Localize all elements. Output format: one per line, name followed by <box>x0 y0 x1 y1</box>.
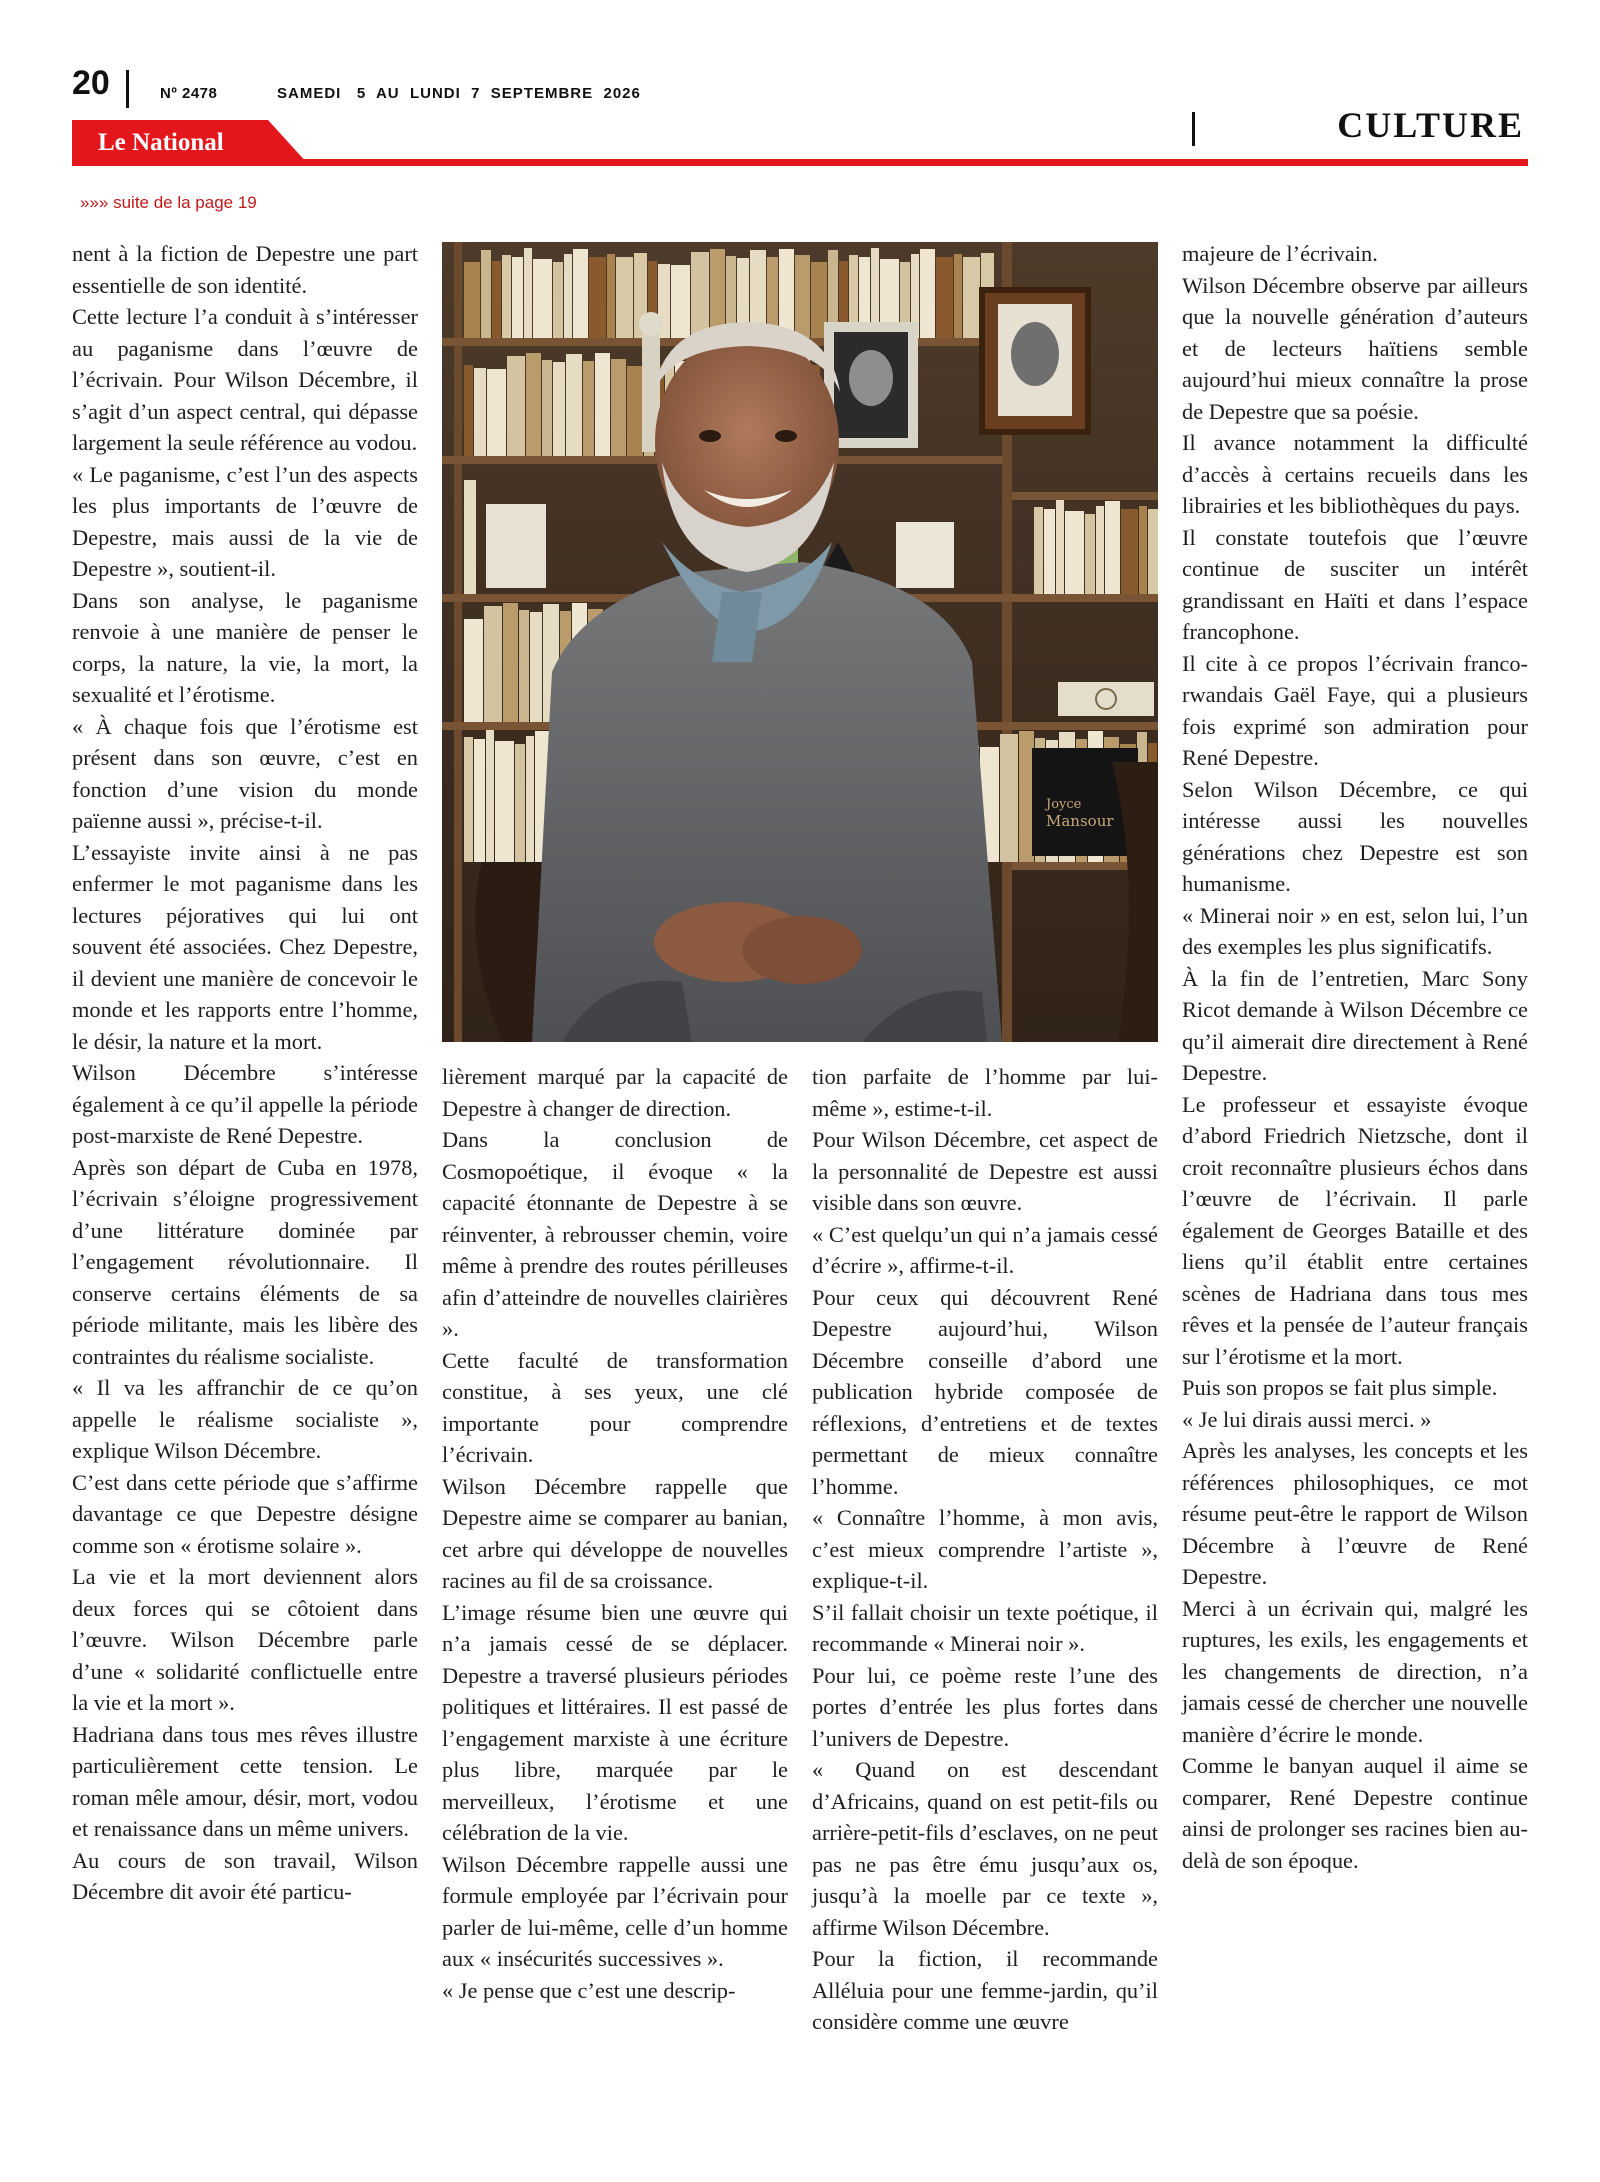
article-paragraph: Wilson Décembre observe par ailleurs que la nouvelle génération d’auteurs et de lecteurs haïtiens semble aujourd’hui mieux connaître la prose de Depestre que sa poésie. <box>1182 272 1528 424</box>
book-spine <box>1019 731 1034 862</box>
article-paragraph: L’essayiste invite ainsi à ne pas enfermer le mot paganisme dans les lectures péjoratives qui lui ont souvent été associées. Chez Depestre, il devient une manière de concevoir le monde et les rapports entre l’homme, le désir, la nature et la mort. <box>72 839 418 1054</box>
article-paragraph: Il cite à ce propos l’écrivain franco-rwandais Gaël Faye, qui a plusieurs fois exprimé son admiration pour René Depestre. <box>1182 650 1528 770</box>
book-spine <box>936 257 953 338</box>
article-paragraph: Pour la fiction, il recommande Alléluia pour une femme-jardin, qu’il considère comme une œuvre <box>812 1946 1158 2034</box>
header-rule <box>72 159 1528 166</box>
article-paragraph: « Le paganisme, c’est l’un des aspects les plus importants de l’œuvre de Depestre, mais aussi de la vie de Depestre », soutient-il. <box>72 461 418 581</box>
article-paragraph: Pour Wilson Décembre, cet aspect de la personnalité de Depestre est aussi visible dans son œuvre. <box>812 1127 1158 1215</box>
article-paragraph: Pour ceux qui découvrent René Depestre aujourd’hui, Wilson Décembre conseille d’abord une publication hybride composée de réflexions, d’entretiens et de textes permettant de mieux connaître l’homme. <box>812 1284 1158 1499</box>
book-spine <box>1148 509 1158 594</box>
article-column-3 <box>812 1061 1158 2038</box>
book-spine <box>519 610 529 722</box>
section-divider <box>1192 112 1195 146</box>
article-paragraph: Merci à un écrivain qui, malgré les ruptures, les exils, les engagements et les changements de direction, n’a jamais cessé de chercher une nouvelle manière d’écrire le monde. <box>1182 1595 1528 1747</box>
book-spine <box>595 353 610 456</box>
brand-band <box>72 120 308 164</box>
book-spine <box>495 741 514 862</box>
book-spine <box>1139 506 1147 594</box>
book-spine <box>507 356 525 456</box>
book-spine <box>566 354 582 456</box>
article-paragraph: Le professeur et essayiste évoque d’abord Friedrich Nietzsche, dont il croit reconnaître plusieurs échos dans l’œuvre de l’écrivain. Il parle également de Georges Bataille et des liens qu’il établit entre certaines scènes de Hadriana dans tous mes rêves et la pensée de l’auteur français sur l’érotisme et la mort. <box>1182 1091 1528 1369</box>
book-spine <box>464 480 476 594</box>
article-paragraph: Dans la conclusion de Cosmopoétique, il évoque « la capacité étonnante de Depestre à se réinventer, à rebrousser chemin, voire même à prendre des routes périlleuses afin d’atteindre de nouvelles clairières ». <box>442 1127 788 1341</box>
book-spine <box>963 257 980 338</box>
brand-logo: Le National <box>98 129 224 156</box>
book-spine <box>533 259 552 338</box>
book-spine <box>611 359 626 456</box>
dateline: SAMEDI 5 AU LUNDI 7 SEPTEMBRE 2026 <box>277 85 641 102</box>
book-spine <box>464 737 473 862</box>
article-paragraph: C’est dans cette période que s’affirme davantage ce que Depestre désigne comme son « érotisme solaire ». <box>72 1469 418 1558</box>
book-spine <box>526 736 534 862</box>
article-column-1 <box>72 238 418 1908</box>
article-paragraph: « Minerai noir » en est, selon lui, l’un des exemples les plus significatifs. <box>1182 902 1528 959</box>
book-spine <box>795 255 810 338</box>
continued-from: »»» suite de la page 19 <box>80 193 257 212</box>
book-spine <box>526 353 541 456</box>
article-photo <box>442 242 1158 1042</box>
book-spine <box>583 361 594 456</box>
book-spine <box>481 250 491 338</box>
article-paragraph: L’image résume bien une œuvre qui n’a jamais cessé de se déplacer. Depestre a traversé plusieurs périodes politiques et littéraires. Il est passé de l’engagement marxiste à une écriture plus libre, marquée par le merveilleux, l’érotisme et une célébration de la vie. <box>442 1599 788 1845</box>
article-paragraph: lièrement marqué par la capacité de Depestre à changer de direction. <box>442 1064 788 1121</box>
article-paragraph: Puis son propos se fait plus simple. <box>1182 1375 1498 1400</box>
article-paragraph: Après son départ de Cuba en 1978, l’écrivain s’éloigne progressivement d’une littérature dominée par l’engagement révolutionnaire. Il conserve certains éléments de sa période militante, mais les libère des contraintes du réalisme socialiste. <box>72 1154 418 1369</box>
article-paragraph: Pour lui, ce poème reste l’une des portes d’entrée les plus fortes dans l’univers de Depestre. <box>812 1662 1158 1751</box>
article-paragraph: « Il va les affranchir de ce qu’on appelle le réalisme socialiste », explique Wilson Décembre. <box>72 1375 418 1463</box>
book-spine <box>1121 509 1138 594</box>
header-divider <box>126 70 129 108</box>
book-spine <box>487 369 506 456</box>
book-spine <box>1065 511 1084 594</box>
book-spine <box>542 360 552 456</box>
book-spine <box>515 744 525 862</box>
book-spine <box>553 362 565 456</box>
book-spine <box>464 262 480 338</box>
article-paragraph: Cette lecture l’a conduit à s’intéresser au paganisme dans l’œuvre de l’écrivain. Pour Wilson Décembre, il s’agit d’un aspect central, qui dépasse largement la seule référence au vodou. <box>72 304 418 455</box>
book-spine <box>1105 501 1120 594</box>
article-paragraph: Wilson Décembre rappelle aussi une formule employée par l’écrivain pour parler de lui-même, celle d’un homme aux « insécurités successives ». <box>442 1851 788 1971</box>
article-paragraph: Il avance notamment la difficulté d’accès à certains recueils dans les librairies et les bibliothèques du pays. <box>1182 430 1528 518</box>
section-title: CULTURE <box>1337 105 1524 145</box>
article-paragraph: La vie et la mort deviennent alors deux forces qui se côtoient dans l’œuvre. Wilson Décembre parle d’une « solidarité conflictuelle entre la vie et la mort ». <box>72 1564 418 1715</box>
book-spine <box>486 730 494 862</box>
article-paragraph: Au cours de son travail, Wilson Décembre dit avoir été particu- <box>72 1847 418 1904</box>
article-paragraph: À la fin de l’entretien, Marc Sony Ricot demande à Wilson Décembre ce qu’il aimerait dire directement à René Depestre. <box>1182 965 1528 1085</box>
issue-number: Nº 2478 <box>160 85 218 102</box>
book-spine <box>524 248 532 338</box>
book-cover-line-1: Joyce <box>1046 797 1082 812</box>
article-paragraph: « Connaître l’homme, à mon avis, c’est mieux comprendre l’artiste », explique-t-il. <box>812 1505 1158 1593</box>
article-column-4 <box>1182 238 1528 1876</box>
article-paragraph: Dans son analyse, le paganisme renvoie à une manière de penser le corps, la nature, la vie, la mort, la sexualité et l’érotisme. <box>72 587 418 707</box>
book-spine <box>1085 514 1095 594</box>
article-paragraph: « C’est quelqu’un qui n’a jamais cessé d’écrire », affirme-t-il. <box>812 1221 1158 1278</box>
book-spine <box>616 257 633 338</box>
book-spine <box>530 612 542 722</box>
book-spine <box>607 254 615 338</box>
article-paragraph: S’il fallait choisir un texte poétique, il recommande « Minerai noir ». <box>812 1599 1158 1656</box>
article-paragraph: tion parfaite de l’homme par lui-même », estime-t-il. <box>812 1064 1158 1121</box>
book-spine <box>691 252 709 338</box>
article-paragraph: Comme le banyan auquel il aime se comparer, René Depestre continue ainsi de prolonger ses racines bien au-delà de son époque. <box>1182 1753 1528 1873</box>
book-spine <box>474 739 485 862</box>
article-paragraph: Wilson Décembre s’intéresse également à ce qu’il appelle la période post-marxiste de René Depestre. <box>72 1060 418 1148</box>
article-paragraph: « Je pense que c’est une descrip- <box>442 1977 736 2003</box>
book-spine <box>1096 506 1104 594</box>
article-column-2 <box>442 1061 788 2006</box>
page-number: 20 <box>72 64 110 102</box>
article-paragraph: majeure de l’écrivain. <box>1182 241 1378 266</box>
book-spine <box>464 365 473 456</box>
book-spine <box>779 249 794 338</box>
book-spine <box>512 257 523 338</box>
book-spine <box>1044 509 1055 594</box>
portrait-illustration <box>442 242 1158 1042</box>
book-spine <box>589 257 606 338</box>
book-spine <box>1000 734 1018 862</box>
book-spine <box>474 368 486 456</box>
book-spine <box>564 254 572 338</box>
book-spine <box>920 249 935 338</box>
article-paragraph: Selon Wilson Décembre, ce qui intéresse aussi les nouvelles générations chez Depestre est son humanisme. <box>1182 776 1528 896</box>
book-spine <box>671 265 690 338</box>
article-paragraph: Il constate toutefois que l’œuvre continue de susciter un intérêt grandissant en Haïti et dans l’espace francophone. <box>1182 524 1528 644</box>
book-spine <box>484 606 502 722</box>
article-paragraph: Cette faculté de transformation constitue, à ses yeux, une clé importante pour comprendre l’écrivain. <box>442 1347 788 1467</box>
article-paragraph: « Quand on est descendant d’Africains, quand on est petit-fils ou arrière-petit-fils d’esclaves, on ne peut pas ne pas être ému jusqu’aux os, jusqu’à la moelle par ce texte », affirme Wilson Décembre. <box>812 1757 1158 1940</box>
article-paragraph: « À chaque fois que l’érotisme est présent dans son œuvre, c’est en fonction d’une vision du monde païenne aussi », précise-t-il. <box>72 713 418 833</box>
book-spine <box>503 603 518 722</box>
book-spine <box>627 366 643 456</box>
book-spine <box>1056 500 1064 594</box>
book-cover-line-2: Mansour <box>1046 812 1114 830</box>
book-spine <box>553 262 563 338</box>
article-paragraph: Hadriana dans tous mes rêves illustre particulièrement cette tension. Le roman mêle amour, désir, mort, vodou et renaissance dans un même univers. <box>72 1721 418 1841</box>
book-spine <box>464 619 483 722</box>
book-spine <box>492 261 501 338</box>
article-paragraph: Après les analyses, les concepts et les références philosophiques, ce mot résume peut-être le rapport de Wilson Décembre à l’œuvre de René Depestre. <box>1182 1438 1528 1589</box>
article-paragraph: Wilson Décembre rappelle que Depestre aime se comparer au banian, cet arbre qui développe de nouvelles racines au fil de sa croissance. <box>442 1473 788 1593</box>
book-spine <box>502 255 511 338</box>
article-paragraph: nent à la fiction de Depestre une part essentielle de son identité. <box>72 241 418 298</box>
book-spine <box>573 249 588 338</box>
book-spine <box>1034 507 1043 594</box>
book-spine <box>954 254 962 338</box>
article-paragraph: « Je lui dirais aussi merci. » <box>1182 1406 1432 1432</box>
